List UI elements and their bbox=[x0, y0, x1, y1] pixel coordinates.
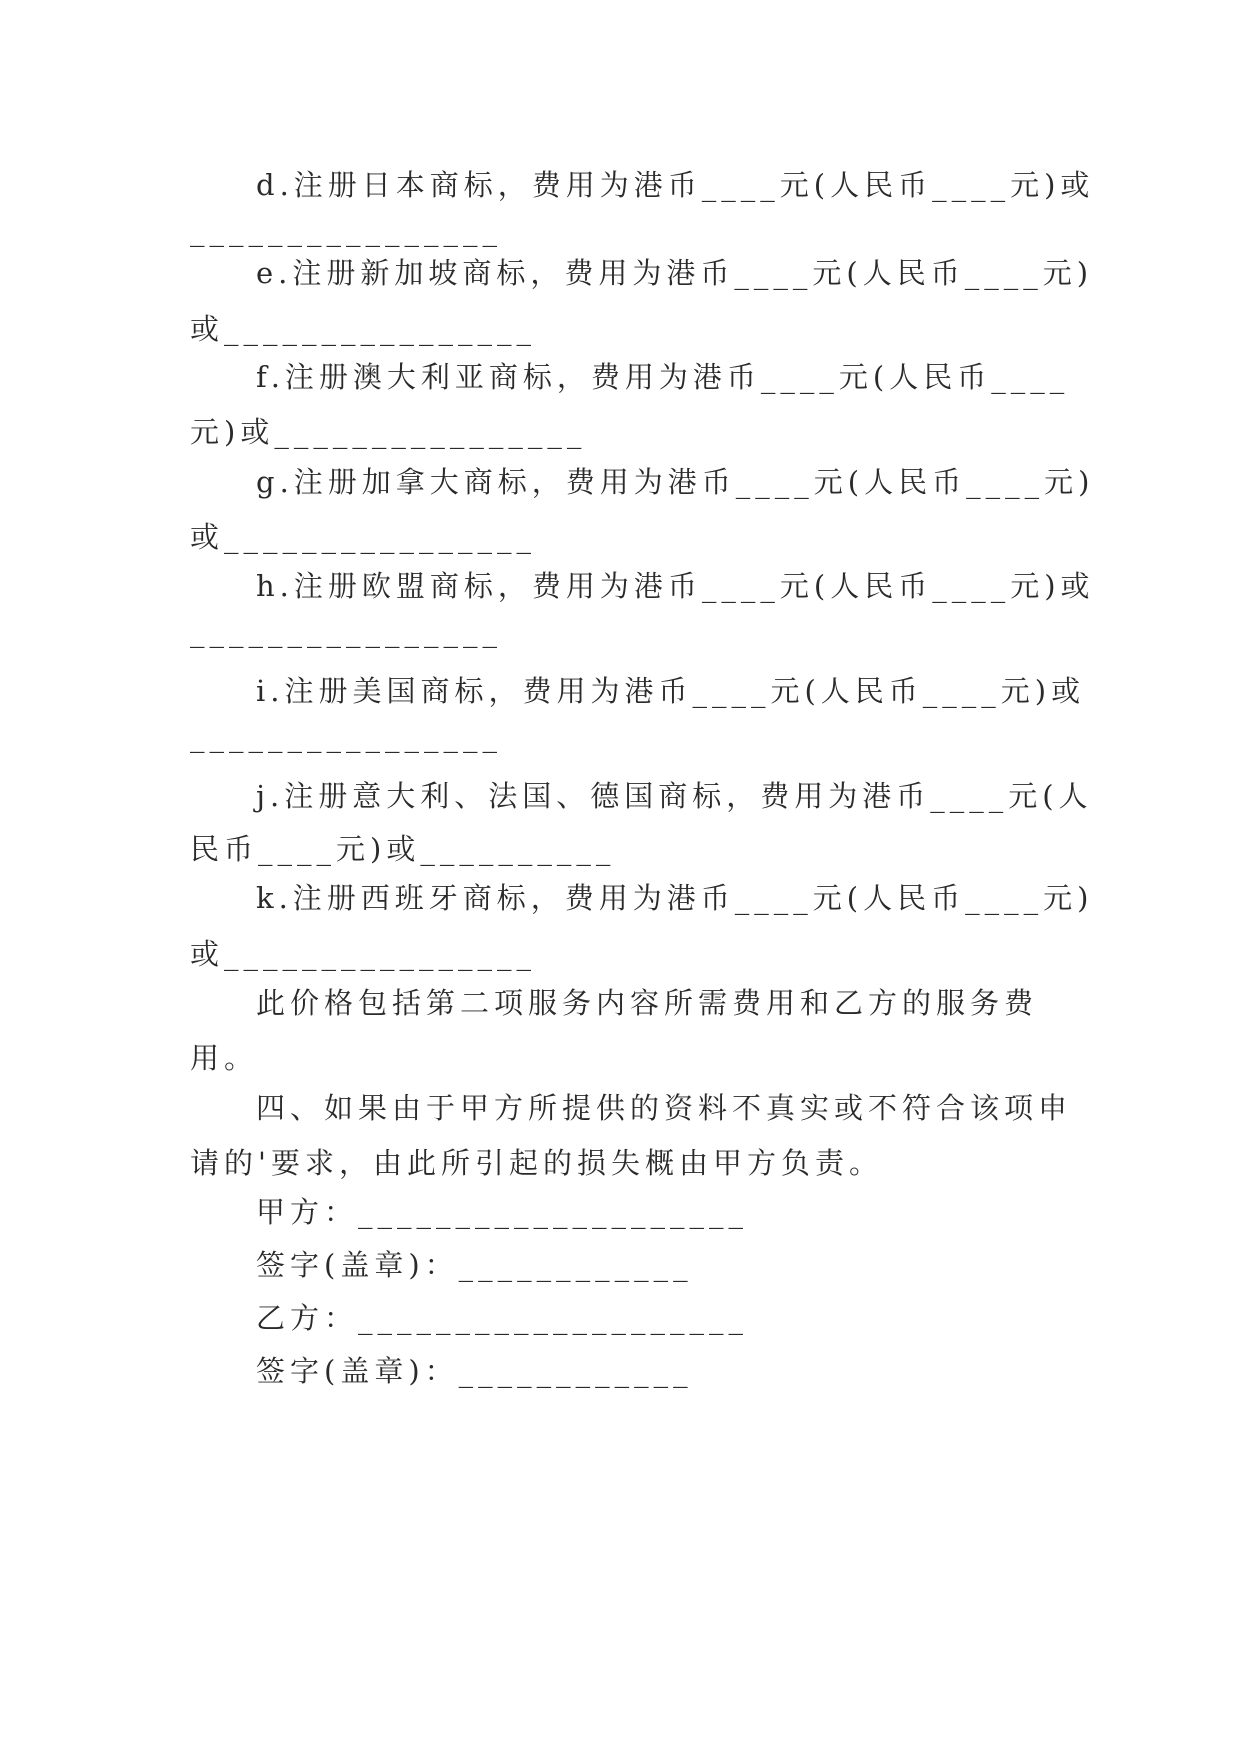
party-b-signature-line: 签字(盖章)：____________ bbox=[256, 1354, 693, 1388]
price-note-text: 此价格包括第二项服务内容所需费用和乙方的服务费 bbox=[256, 986, 1039, 1020]
clause-k-text: k.注册西班牙商标，费用为港币____元(人民币____元) bbox=[256, 881, 1094, 915]
clause-h-blank: ________________ bbox=[190, 614, 502, 648]
clause-k-continuation: 或________________ bbox=[190, 937, 537, 971]
clause-d-text: d.注册日本商标，费用为港币____元(人民币____元)或 bbox=[256, 168, 1095, 202]
section-four-continuation: 请的'要求，由此所引起的损失概由甲方负责。 bbox=[190, 1146, 883, 1180]
clause-h-text: h.注册欧盟商标，费用为港币____元(人民币____元)或 bbox=[256, 569, 1095, 603]
party-b-line: 乙方：____________________ bbox=[256, 1301, 749, 1335]
clause-f-text: f.注册澳大利亚商标，费用为港币____元(人民币____ bbox=[256, 360, 1070, 394]
section-four-text: 四、如果由于甲方所提供的资料不真实或不符合该项申 bbox=[256, 1091, 1073, 1125]
clause-j-continuation: 民币____元)或__________ bbox=[190, 832, 616, 866]
clause-f-continuation: 元)或________________ bbox=[190, 415, 587, 449]
clause-j-text: j.注册意大利、法国、德国商标，费用为港币____元(人 bbox=[256, 779, 1093, 813]
clause-e-continuation: 或________________ bbox=[190, 312, 537, 346]
clause-d-blank: ________________ bbox=[190, 213, 502, 247]
clause-i-text: i.注册美国商标，费用为港币____元(人民币____元)或 bbox=[256, 674, 1086, 708]
clause-e-text: e.注册新加坡商标，费用为港币____元(人民币____元) bbox=[256, 256, 1094, 290]
party-a-line: 甲方：____________________ bbox=[256, 1195, 749, 1229]
clause-g-continuation: 或________________ bbox=[190, 520, 537, 554]
price-note-continuation: 用。 bbox=[190, 1041, 259, 1075]
clause-i-blank: ________________ bbox=[190, 719, 502, 753]
party-a-signature-line: 签字(盖章)：____________ bbox=[256, 1248, 693, 1282]
clause-g-text: g.注册加拿大商标，费用为港币____元(人民币____元) bbox=[256, 465, 1095, 499]
